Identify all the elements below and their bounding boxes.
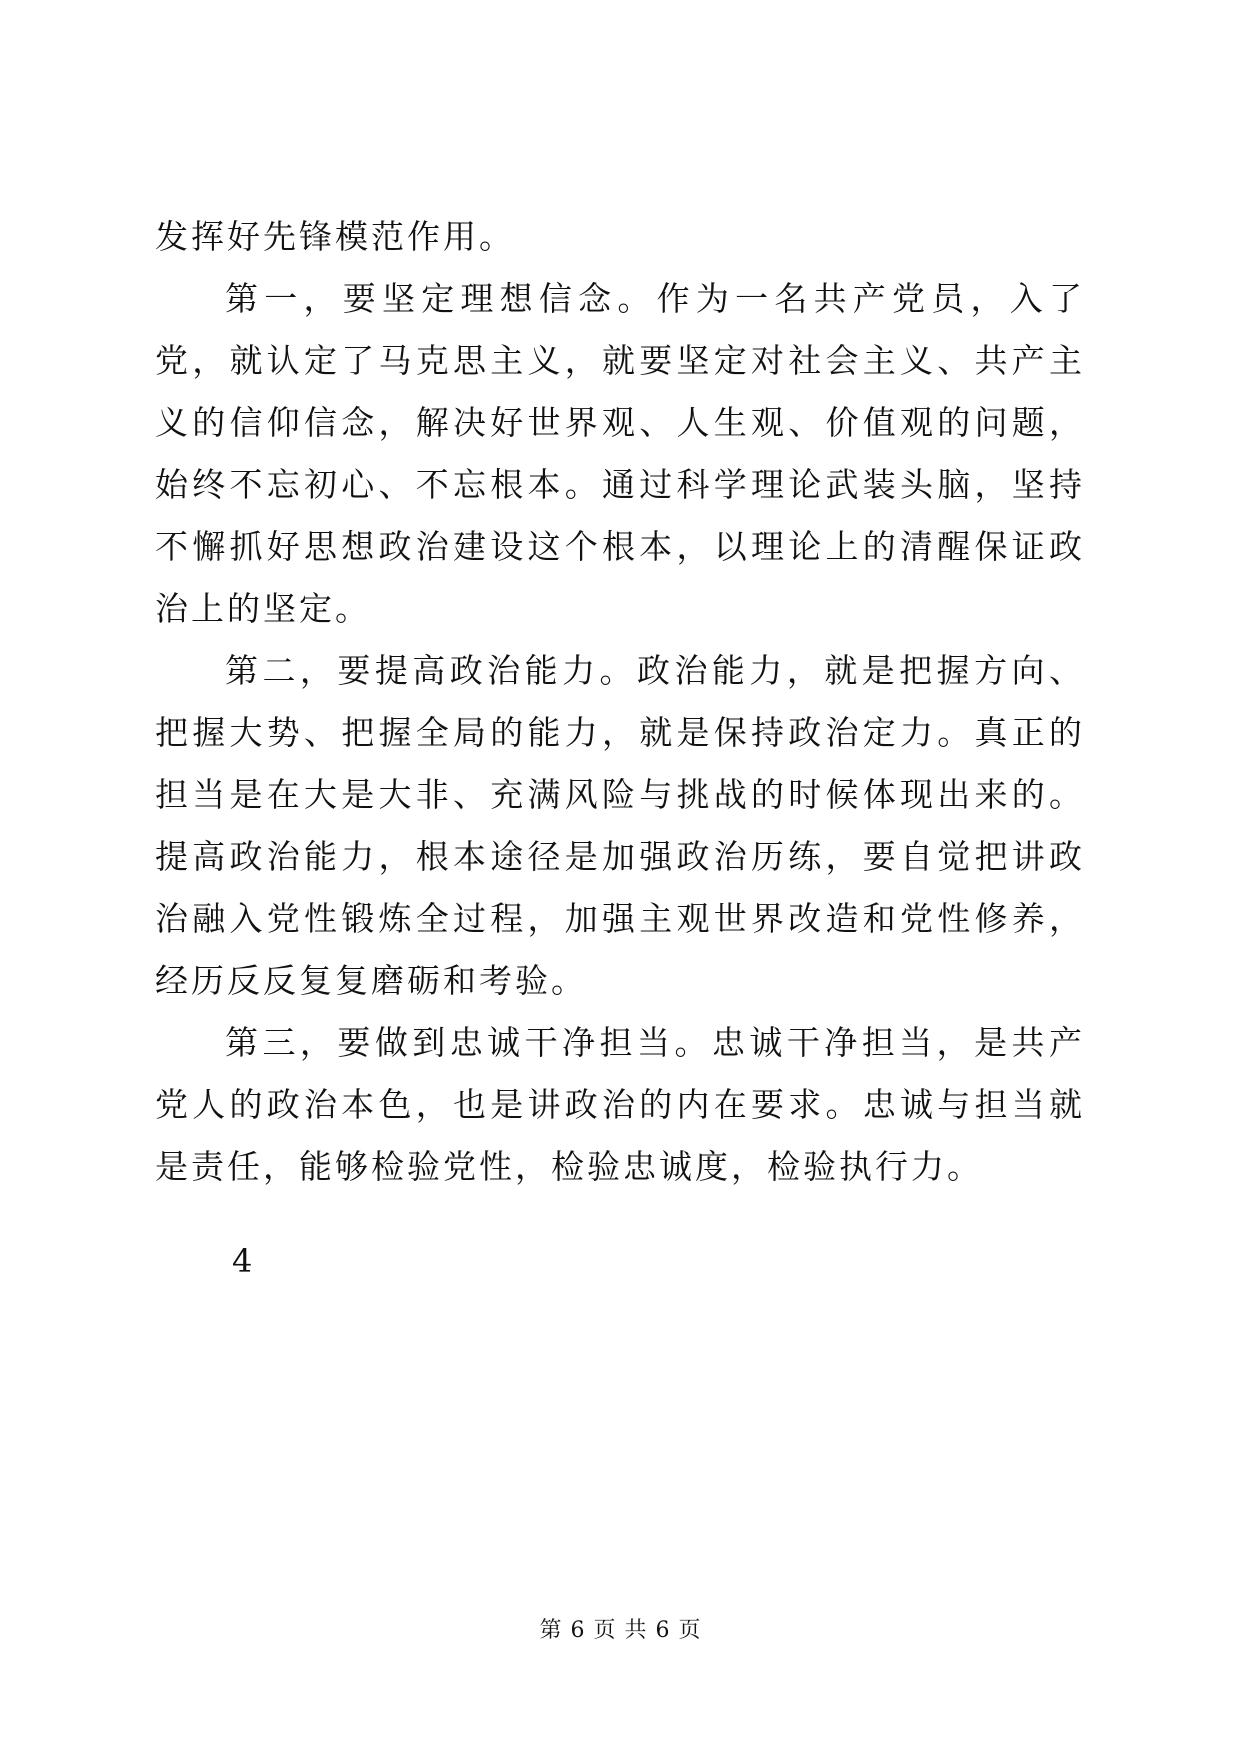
paragraph-continuation: 发挥好先锋模范作用。 (155, 217, 515, 256)
page-footer: 第 6 页 共 6 页 (539, 1618, 702, 1643)
paragraph-first-point: 第一，要坚定理想信念。作为一名共产党员，入了党，就认定了马克思主义，就要坚定对社会主义、共产主义的信仰信念，解决好世界观、人生观、价值观的问题，始终不忘初心、不忘根本。通过科学理论武装头脑，坚持不懈抓好思想政治建设这个根本，以理论上的清醒保证政治上的坚定。 (155, 279, 1085, 628)
paragraph-second-point: 第二，要提高政治能力。政治能力，就是把握方向、把握大势、把握全局的能力，就是保持政治定力。真正的担当是在大是大非、充满风险与挑战的时候体现出来的。提高政治能力，根本途径是加强政治历练，要自觉把讲政治融入党性锻炼全过程，加强主观世界改造和党性修养，经历反反复复磨砺和考验。 (155, 651, 1085, 1000)
paragraph-third-point: 第三，要做到忠诚干净担当。忠诚干净担当，是共产党人的政治本色，也是讲政治的内在要求。忠诚与担当就是责任，能够检验党性，检验忠诚度，检验执行力。 (155, 1023, 1085, 1186)
document-body (155, 206, 1085, 1292)
inline-number: 4 (232, 1242, 253, 1280)
